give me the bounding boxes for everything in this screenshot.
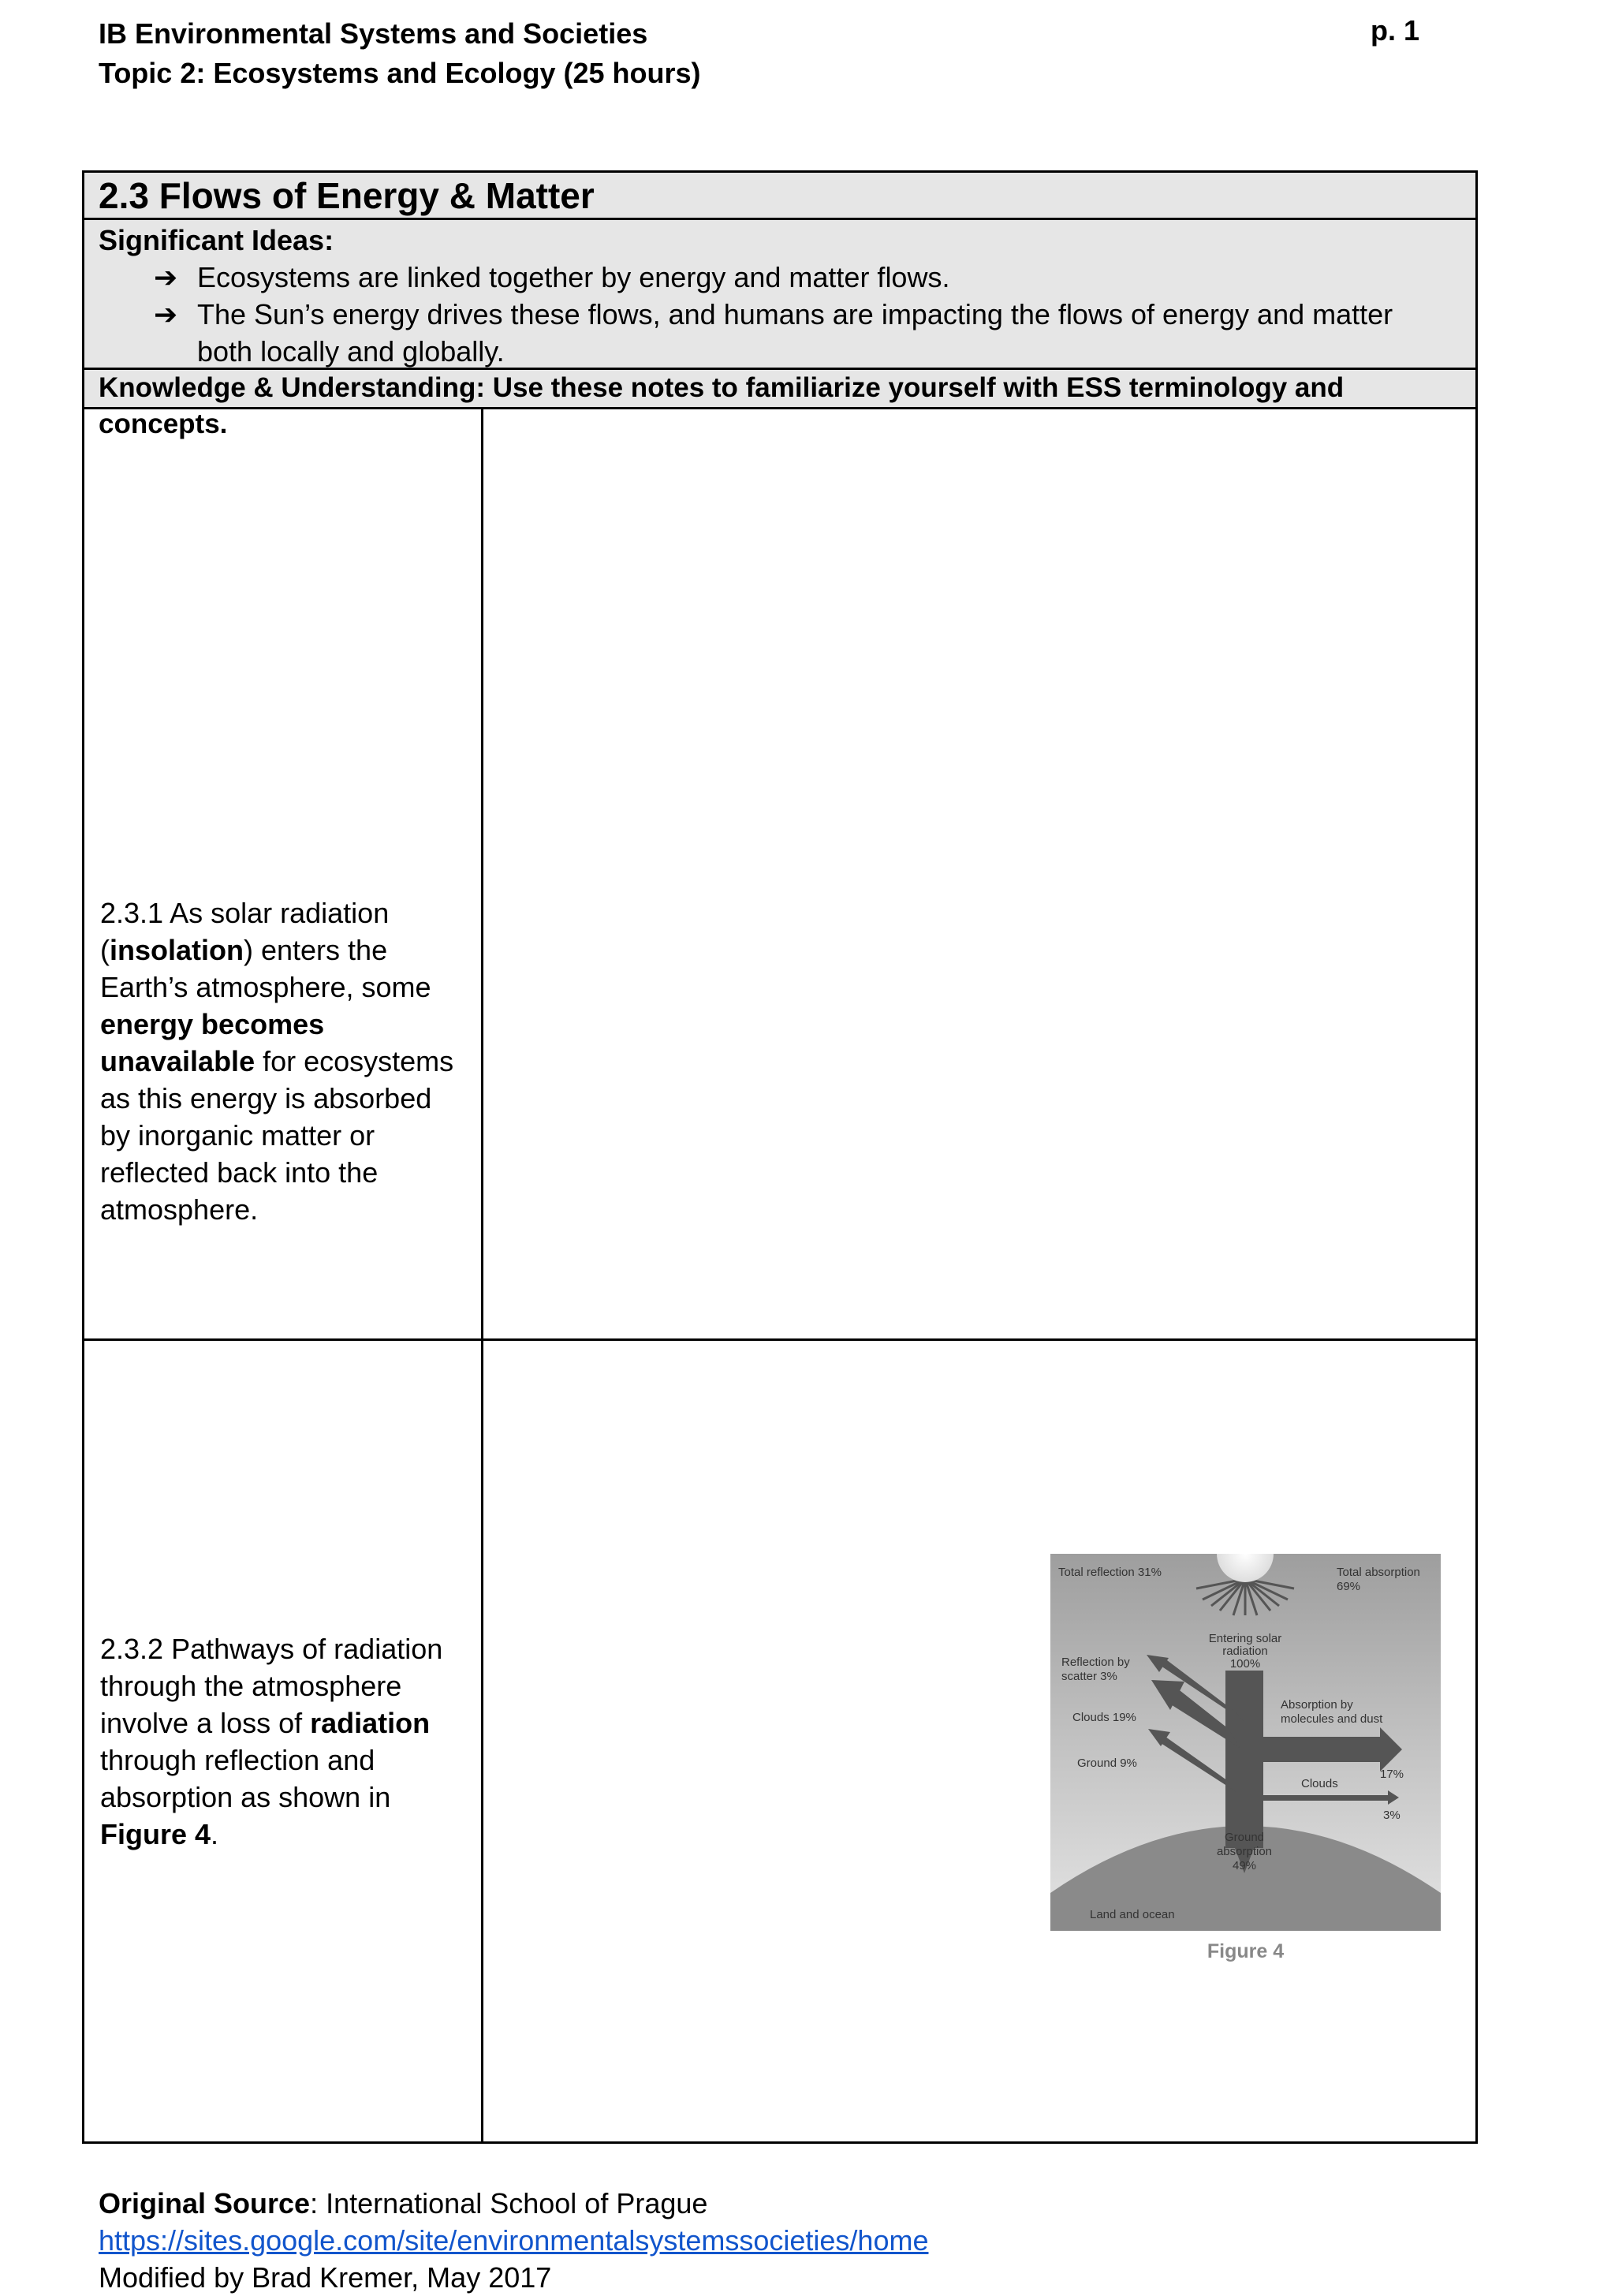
term-energy-unavailable: energy becomes unavailable	[100, 1008, 325, 1077]
page-number: p. 1	[1370, 14, 1419, 47]
text-run: ) enters the Earth’s atmosphere, some	[100, 934, 431, 1003]
term-insolation: insolation	[110, 934, 244, 966]
molecule-absorption-arrow	[1263, 1737, 1380, 1762]
topic-title: Topic 2: Ecosystems and Ecology (25 hours)	[99, 57, 701, 89]
label-total-absorption: Total absorption	[1337, 1566, 1420, 1579]
label-absorption-molecules: Absorption by	[1281, 1698, 1353, 1712]
label-entering: Entering solar	[1208, 1632, 1282, 1645]
text-run: 2.3.2 Pathways of radiation through the atmosphere involve a loss of	[100, 1633, 443, 1739]
significant-ideas	[84, 220, 1475, 370]
modified-note: Modified by Brad Kremer, May 2017	[99, 2261, 552, 2294]
text-run: through reflection and absorption as shown in	[100, 1744, 391, 1813]
figure-caption: Figure 4	[1207, 1940, 1285, 1962]
source-link[interactable]: https://sites.google.com/site/environmentalsystemssocieties/home	[99, 2224, 929, 2257]
idea-text: Ecosystems are linked together by energy and matter flows.	[197, 261, 950, 293]
arrow-bullet-icon: ➔	[154, 298, 178, 330]
label-pct-17: 17%	[1380, 1768, 1404, 1781]
source-line	[99, 2185, 928, 2222]
cloud-absorption-arrow	[1263, 1795, 1389, 1801]
label-reflection-scatter: Reflection by	[1061, 1656, 1130, 1669]
label-land-ocean: Land and ocean	[1090, 1908, 1175, 1921]
knowledge-heading: Knowledge & Understanding: Use these notes to familiarize yourself with ESS terminology and concepts.	[84, 370, 1475, 409]
figure-4-radiation-diagram	[1050, 1554, 1441, 1962]
idea-item	[99, 259, 1461, 296]
label-ground-absorption-2: absorption	[1216, 1845, 1273, 1858]
label-ground-absorption: Ground	[1224, 1831, 1265, 1844]
label-entering-2: radiation	[1222, 1645, 1268, 1658]
text-run: 2.3.1 As solar radiation (	[100, 897, 390, 966]
label-entering-pct: 100%	[1229, 1657, 1261, 1671]
course-title: IB Environmental Systems and Societies	[99, 17, 648, 50]
text-run: .	[211, 1818, 219, 1850]
section-title: 2.3 Flows of Energy & Matter	[84, 173, 1475, 220]
label-clouds-absorption: Clouds	[1301, 1777, 1338, 1790]
row-1-left-cell	[84, 409, 483, 1341]
term-figure-4: Figure 4	[100, 1818, 211, 1850]
significant-ideas-heading: Significant Ideas:	[99, 224, 334, 256]
row-1-notes-cell[interactable]	[483, 409, 1475, 1341]
source-label: Original Source	[99, 2187, 311, 2219]
radiation-pathways-svg	[1050, 1554, 1441, 1931]
source-name: : International School of Prague	[310, 2187, 708, 2219]
row-2-text	[100, 1630, 465, 1853]
label-total-absorption-pct: 69%	[1337, 1580, 1361, 1593]
label-absorption-molecules-2: molecules and dust	[1281, 1712, 1383, 1726]
term-radiation: radiation	[310, 1707, 431, 1739]
footer	[99, 2185, 928, 2296]
incoming-radiation-beam	[1225, 1671, 1263, 1848]
idea-item	[99, 296, 1461, 370]
label-ground-reflection: Ground 9%	[1077, 1757, 1137, 1770]
arrow-bullet-icon: ➔	[154, 261, 178, 293]
row-2-left-cell	[84, 1341, 483, 2141]
label-total-reflection: Total reflection 31%	[1058, 1566, 1162, 1579]
row-1-text	[100, 894, 465, 1228]
label-pct-3: 3%	[1383, 1809, 1401, 1822]
label-reflection-scatter-pct: scatter 3%	[1061, 1670, 1117, 1683]
text-run: for ecosystems as this energy is absorbed by inorganic matter or reflected back into the atmosphere.	[100, 1045, 454, 1226]
idea-text: The Sun’s energy drives these flows, and humans are impacting the flows of energy and matter both locally and globally.	[197, 298, 1393, 368]
label-ground-absorption-pct: 49%	[1232, 1859, 1257, 1872]
label-clouds-reflection: Clouds 19%	[1072, 1711, 1136, 1724]
